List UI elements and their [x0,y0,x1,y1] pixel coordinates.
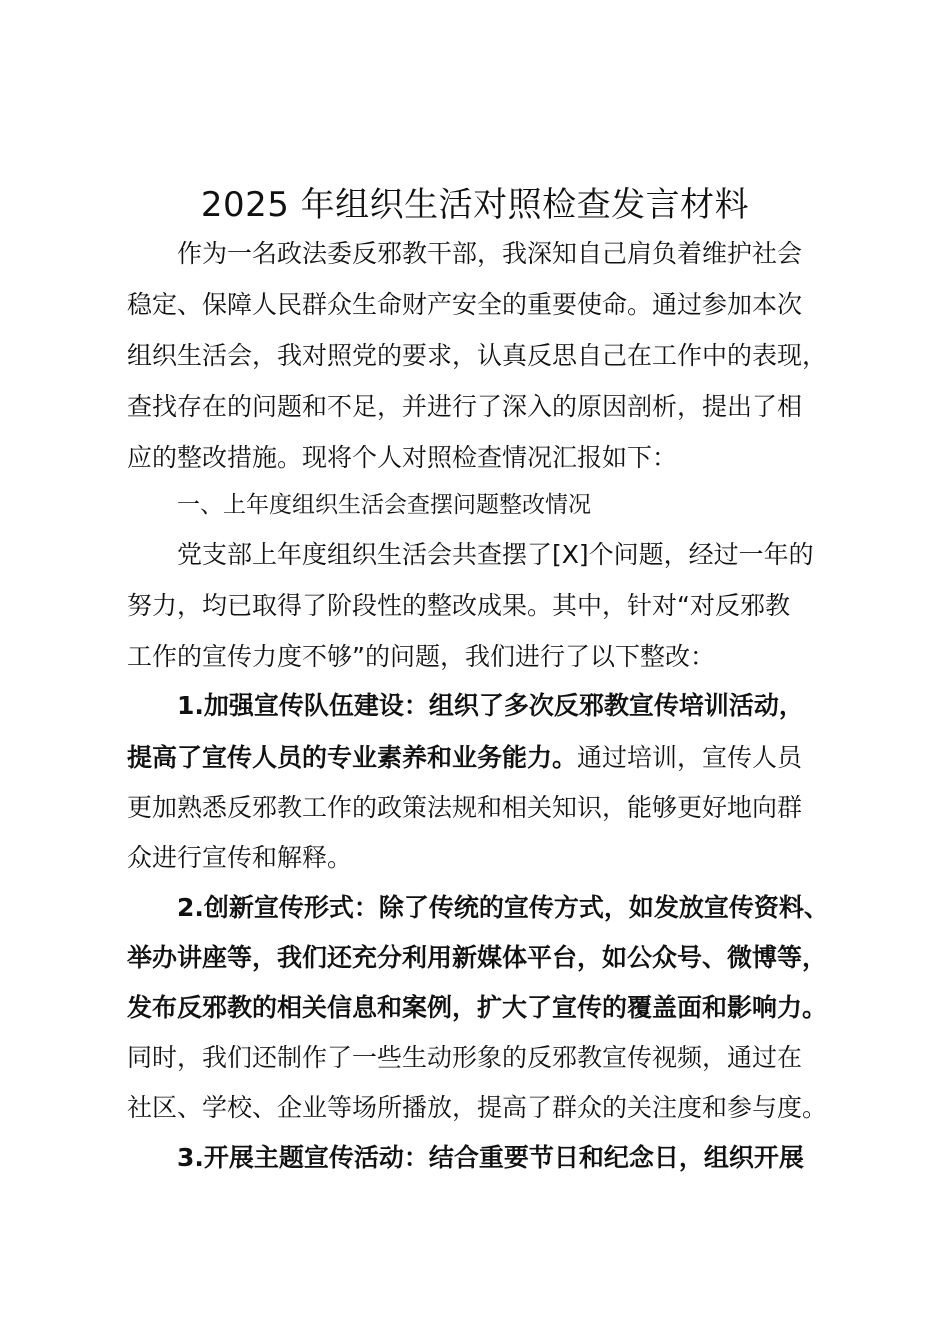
paragraph-line: 众进行宣传和解释。 [127,843,353,872]
mixed-line [127,740,802,776]
paragraph-line: 组织生活会，我对照党的要求，认真反思自己在工作中的表现， [127,341,828,370]
paragraph-line: 社区、学校、企业等场所播放，提高了群众的关注度和参与度。 [127,1093,828,1122]
bold-item-line: 3.开展主题宣传活动：结合重要节日和纪念日，组织开展 [177,1143,804,1172]
bold-item-line: 发布反邪教的相关信息和案例，扩大了宣传的覆盖面和影响力。 [127,993,828,1022]
paragraph-text: 通过培训，宣传人员 [577,743,803,772]
bold-item-line: 1.加强宣传队伍建设：组织了多次反邪教宣传培训活动， [177,691,804,720]
paragraph-line: 同时，我们还制作了一些生动形象的反邪教宣传视频，通过在 [127,1043,803,1072]
bold-item-line: 2.创新宣传形式：除了传统的宣传方式，如发放宣传资料、 [177,893,829,922]
section-heading: 一、上年度组织生活会查摆问题整改情况 [177,492,591,518]
bold-item-line: 提高了宣传人员的专业素养和业务能力。 [127,743,578,772]
paragraph-line: 更加熟悉反邪教工作的政策法规和相关知识，能够更好地向群 [127,793,803,822]
bold-item-line: 举办讲座等，我们还充分利用新媒体平台，如公众号、微博等， [127,943,828,972]
paragraph-line: 稳定、保障人民群众生命财产安全的重要使命。通过参加本次 [127,290,803,319]
paragraph-line: 作为一名政法委反邪教干部，我深知自己肩负着维护社会 [177,239,803,268]
paragraph-line: 党支部上年度组织生活会共查摆了[X]个问题，经过一年的 [177,540,814,569]
paragraph-line: 应的整改措施。现将个人对照检查情况汇报如下： [127,443,678,472]
paragraph-line: 查找存在的问题和不足，并进行了深入的原因剖析，提出了相 [127,392,803,421]
paragraph-line: 工作的宣传力度不够”的问题，我们进行了以下整改： [127,642,715,671]
document-title: 2025 年组织生活对照检查发言材料 [200,185,750,225]
paragraph-line: 努力，均已取得了阶段性的整改成果。其中，针对“对反邪教 [127,591,790,620]
